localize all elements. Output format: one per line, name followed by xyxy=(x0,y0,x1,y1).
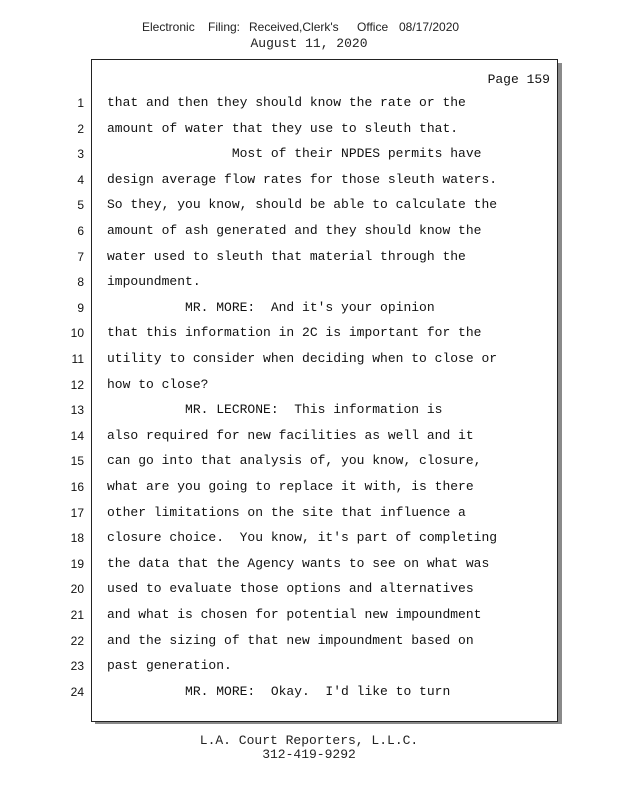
transcript-line-text: past generation. xyxy=(107,658,232,674)
line-number: 21 xyxy=(70,608,84,622)
line-number: 12 xyxy=(70,377,84,392)
footer-phone: 312-419-9292 xyxy=(262,747,356,762)
line-number: 16 xyxy=(70,480,84,494)
stamp-filing: Filing: xyxy=(208,20,241,34)
transcript-line-text: So they, you know, should be able to calculate the xyxy=(107,197,498,213)
line-number: 8 xyxy=(77,275,84,290)
line-number: 6 xyxy=(77,224,84,238)
header-date: August 11, 2020 xyxy=(250,36,368,51)
transcript-line-text: design average flow rates for those sleuth waters. xyxy=(107,171,498,187)
line-number: 1 xyxy=(77,96,84,110)
line-number: 13 xyxy=(70,403,84,418)
line-number: 10 xyxy=(70,326,84,341)
transcript-line-text: and the sizing of that new impoundment based on xyxy=(107,632,474,648)
stamp-date: 08/17/2020 xyxy=(399,20,460,34)
transcript-line-text: amount of ash generated and they should know the xyxy=(107,223,482,238)
line-number: 22 xyxy=(70,633,84,648)
transcript-line-text: also required for new facilities as well and it xyxy=(107,427,474,443)
line-number: 4 xyxy=(77,172,84,187)
transcript-line-text: the data that the Agency wants to see on what was xyxy=(107,555,490,571)
line-number: 7 xyxy=(77,249,84,264)
line-number: 23 xyxy=(70,659,84,674)
line-number: 24 xyxy=(70,684,84,699)
transcript-line-text: MR. LECRONE: This information is xyxy=(107,402,443,418)
transcript-line-text: used to evaluate those options and alternatives xyxy=(107,581,474,597)
electronic-filing-stamp xyxy=(0,20,618,36)
transcript-line-text: that this information in 2C is important for the xyxy=(107,325,482,341)
line-number: 2 xyxy=(77,121,84,136)
line-number: 20 xyxy=(70,582,84,597)
page-number: Page 159 xyxy=(487,72,550,87)
line-number: 15 xyxy=(70,454,84,469)
transcript-line-text: other limitations on the site that influence a xyxy=(107,504,466,520)
transcript-line-text: water used to sleuth that material through the xyxy=(107,248,466,264)
transcript-line-text: what are you going to replace it with, is there xyxy=(107,479,474,494)
transcript-line-text: how to close? xyxy=(107,376,209,392)
stamp-electronic: Electronic xyxy=(142,20,195,34)
line-number: 3 xyxy=(77,147,84,162)
transcript-line-text: amount of water that they use to sleuth that. xyxy=(107,120,459,136)
transcript-line-text: and what is chosen for potential new impoundment xyxy=(107,607,482,622)
transcript-line-text: Most of their NPDES permits have xyxy=(107,146,482,162)
transcript-line-text: can go into that analysis of, you know, closure, xyxy=(107,453,482,469)
line-number: 19 xyxy=(70,556,84,571)
transcript-line-text: that and then they should know the rate or the xyxy=(107,95,466,110)
transcript-line-text: impoundment. xyxy=(107,274,201,290)
line-number: 14 xyxy=(70,428,84,443)
line-number: 11 xyxy=(71,352,84,366)
line-number: 9 xyxy=(77,300,84,315)
line-number: 18 xyxy=(70,531,84,546)
transcript-line-text: closure choice. You know, it's part of completing xyxy=(107,530,498,546)
transcript-line-text: MR. MORE: Okay. I'd like to turn xyxy=(107,683,451,699)
transcript-line-text: MR. MORE: And it's your opinion xyxy=(107,299,435,315)
stamp-office: Office xyxy=(357,20,389,34)
line-number: 17 xyxy=(70,505,84,520)
footer-company: L.A. Court Reporters, L.L.C. xyxy=(199,733,419,748)
stamp-received: Received,Clerk's xyxy=(249,20,339,34)
line-number: 5 xyxy=(77,198,84,213)
transcript-line-text: utility to consider when deciding when to close or xyxy=(107,351,498,366)
